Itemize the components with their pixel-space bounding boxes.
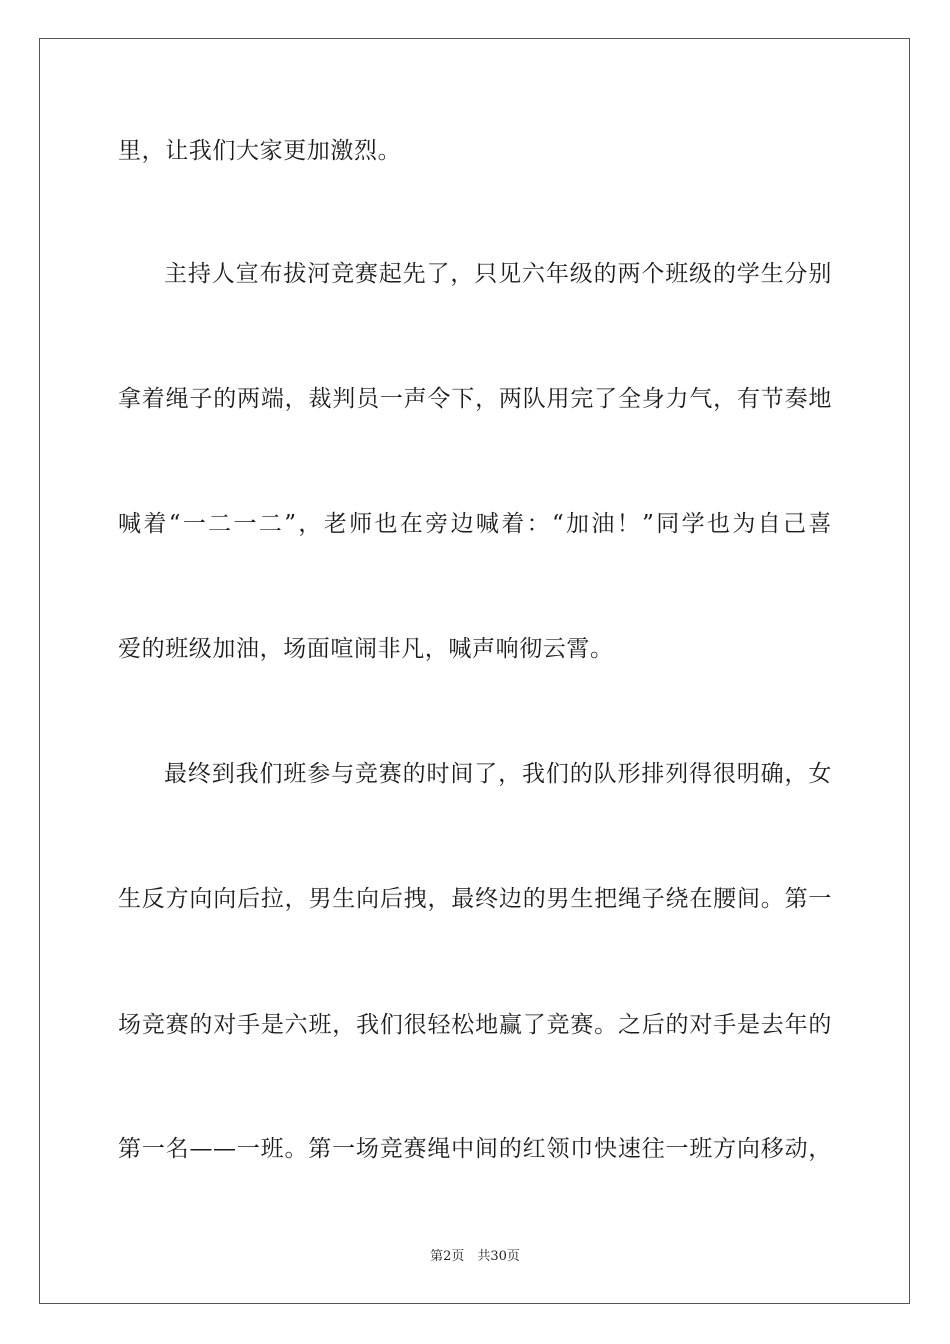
text-line-1: 里，让我们大家更加激烈。 [118,138,402,164]
text-line-5: 爱的班级加油，场面喧闹非凡，喊声响彻云霄。 [118,636,614,662]
page-number-footer: 第2页 共30页 [430,1249,520,1264]
text-line-3: 拿着绳子的两端，裁判员一声令下，两队用完了全身力气，有节奏地 [118,386,832,412]
text-line-4: 喊着“一二一二”，老师也在旁边喊着：“加油！”同学也为自己喜 [118,511,832,537]
text-line-8: 场竞赛的对手是六班，我们很轻松地赢了竞赛。之后的对手是去年的 [118,1012,832,1038]
text-line-6: 最终到我们班参与竞赛的时间了，我们的队形排列得很明确，女 [164,761,832,787]
text-line-7: 生反方向向后拉，男生向后拽，最终边的男生把绳子绕在腰间。第一 [118,886,832,912]
text-line-2: 主持人宣布拔河竞赛起先了，只见六年级的两个班级的学生分别 [164,261,832,287]
text-line-9: 第一名——一班。第一场竞赛绳中间的红领巾快速往一班方向移动， [118,1136,832,1162]
page-border [39,38,910,1304]
